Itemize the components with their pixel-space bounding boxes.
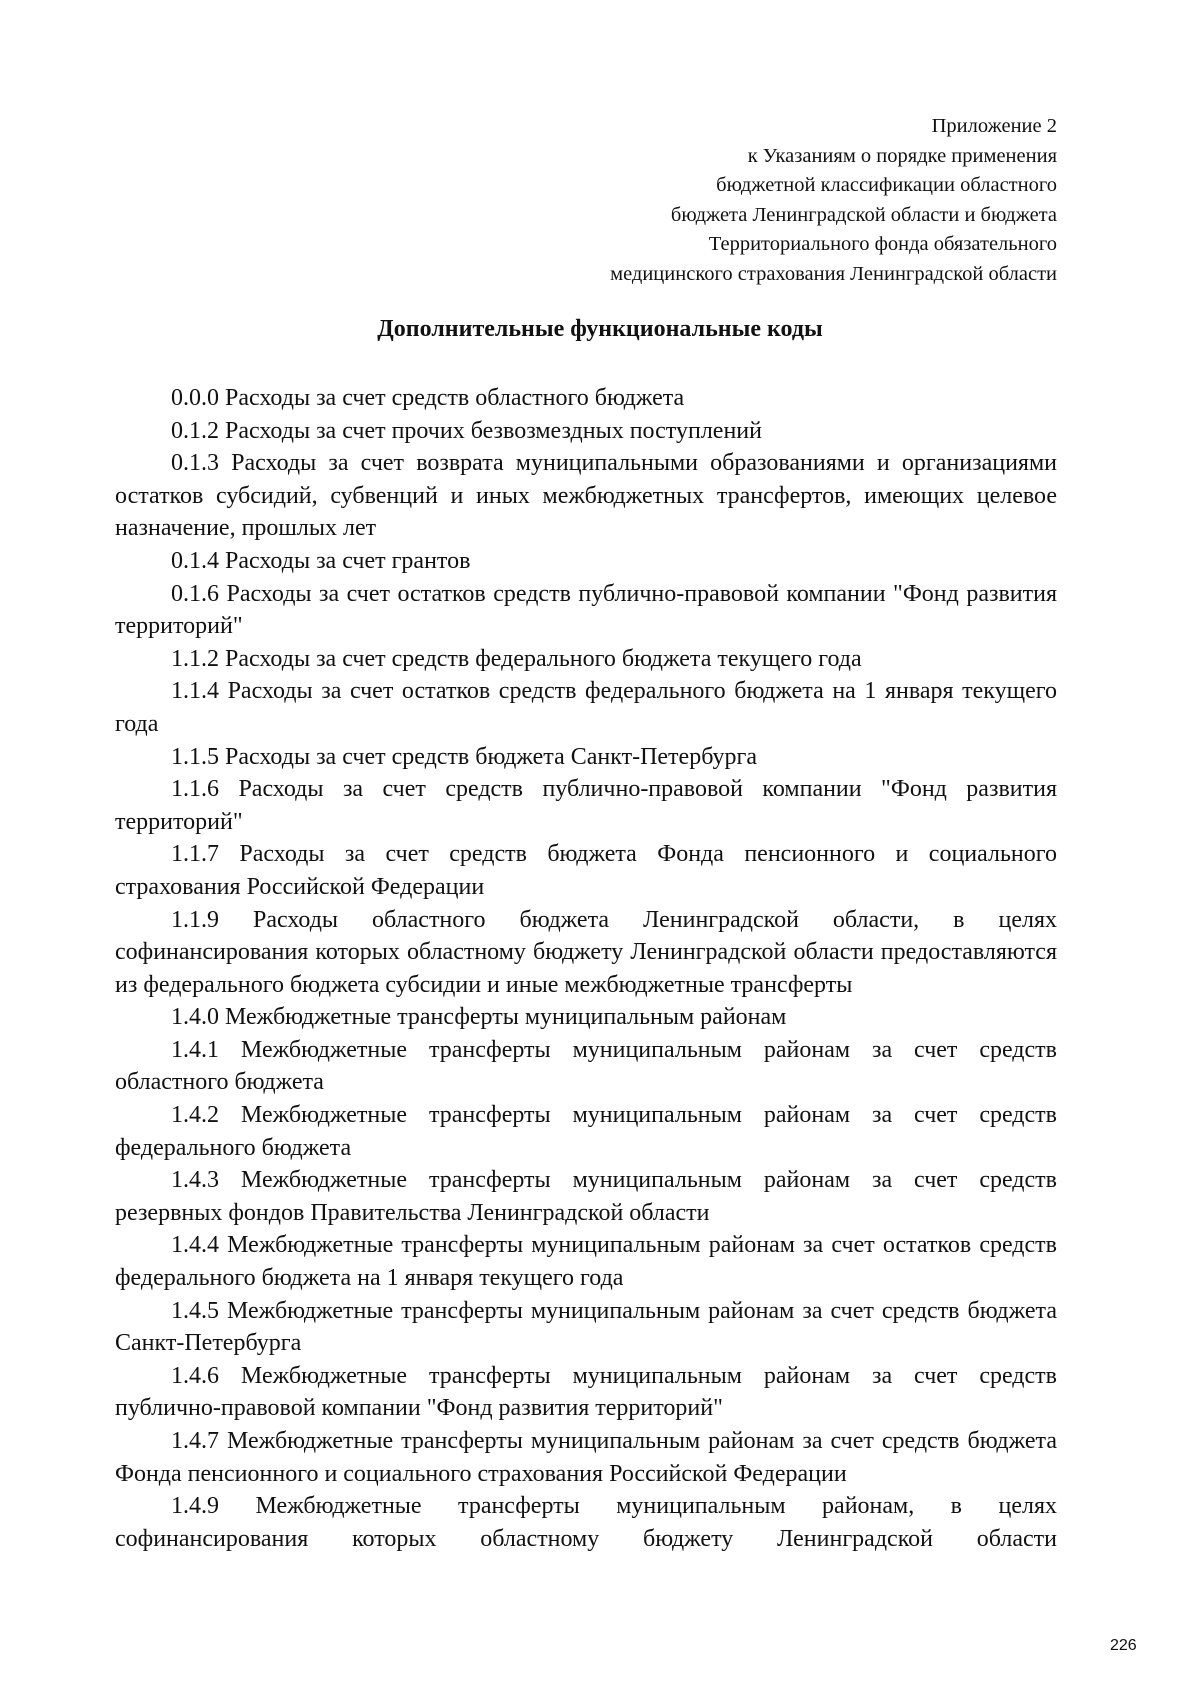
page-number: 226	[1110, 1637, 1137, 1654]
code-paragraph: 1.1.6 Расходы за счет средств публично-правовой компании "Фонд развития территорий"	[115, 776, 1057, 835]
code-paragraph: 1.4.0 Межбюджетные трансферты муниципальным районам	[171, 1004, 787, 1031]
code-paragraph: 1.4.4 Межбюджетные трансферты муниципальным районам за счет остатков средств федерального бюджета на 1 января текущего года	[115, 1232, 1057, 1292]
header-line: к Указаниям о порядке применения	[747, 144, 1057, 167]
code-paragraph: 1.1.4 Расходы за счет остатков средств федерального бюджета на 1 января текущего года	[115, 678, 1057, 737]
codes-list	[115, 382, 1057, 1555]
code-paragraph: 1.4.3 Межбюджетные трансферты муниципальным районам за счет средств резервных фондов Правительства Ленинградской области	[115, 1167, 1057, 1226]
code-paragraph: 1.4.5 Межбюджетные трансферты муниципальным районам за счет средств бюджета Санкт-Петербурга	[115, 1297, 1057, 1357]
header-line: Территориального фонда обязательного	[708, 233, 1057, 256]
code-paragraph: 1.4.7 Межбюджетные трансферты муниципальным районам за счет средств бюджета Фонда пенсионного и социального страхования Российской Федерации	[115, 1428, 1057, 1487]
code-paragraph: 0.1.4 Расходы за счет грантов	[171, 547, 471, 574]
code-paragraph: 1.1.5 Расходы за счет средств бюджета Санкт-Петербурга	[171, 743, 757, 770]
code-paragraph: 0.1.3 Расходы за счет возврата муниципальными образованиями и организациями остатков субсидий, субвенций и иных межбюджетных трансфертов, имеющих целевое назначение, прошлых лет	[115, 450, 1057, 542]
code-paragraph: 1.4.2 Межбюджетные трансферты муниципальным районам за счет средств федерального бюджета	[115, 1102, 1057, 1161]
header-line: бюджета Ленинградской области и бюджета	[670, 203, 1057, 226]
code-paragraph: 1.4.6 Межбюджетные трансферты муниципальным районам за счет средств публично-правовой компании "Фонд развития территорий"	[115, 1362, 1057, 1422]
appendix-header	[497, 112, 1057, 290]
code-paragraph: 1.1.2 Расходы за счет средств федерального бюджета текущего года	[171, 645, 862, 672]
header-line: Приложение 2	[931, 115, 1057, 137]
header-line: медицинского страхования Ленинградской области	[610, 262, 1057, 285]
code-paragraph: 1.4.9 Межбюджетные трансферты муниципальным районам, в целях софинансирования которых областному бюджету Ленинградской области	[115, 1493, 1057, 1552]
header-line: бюджетной классификации областного	[716, 174, 1057, 197]
code-paragraph: 1.4.1 Межбюджетные трансферты муниципальным районам за счет средств областного бюджета	[115, 1036, 1057, 1096]
document-title: Дополнительные функциональные коды	[377, 316, 823, 342]
code-paragraph: 0.1.6 Расходы за счет остатков средств публично-правовой компании "Фонд развития территорий"	[115, 580, 1057, 640]
code-paragraph: 0.1.2 Расходы за счет прочих безвозмездных поступлений	[171, 417, 762, 444]
code-paragraph: 1.1.9 Расходы областного бюджета Ленинградской области, в целях софинансирования которых областному бюджету Ленинградской области предоставляются из федерального бюджета субсидии и иные межбюджетные трансферты	[115, 906, 1057, 998]
code-paragraph: 0.0.0 Расходы за счет средств областного бюджета	[171, 385, 685, 411]
code-paragraph: 1.1.7 Расходы за счет средств бюджета Фонда пенсионного и социального страхования Российской Федерации	[115, 841, 1057, 900]
